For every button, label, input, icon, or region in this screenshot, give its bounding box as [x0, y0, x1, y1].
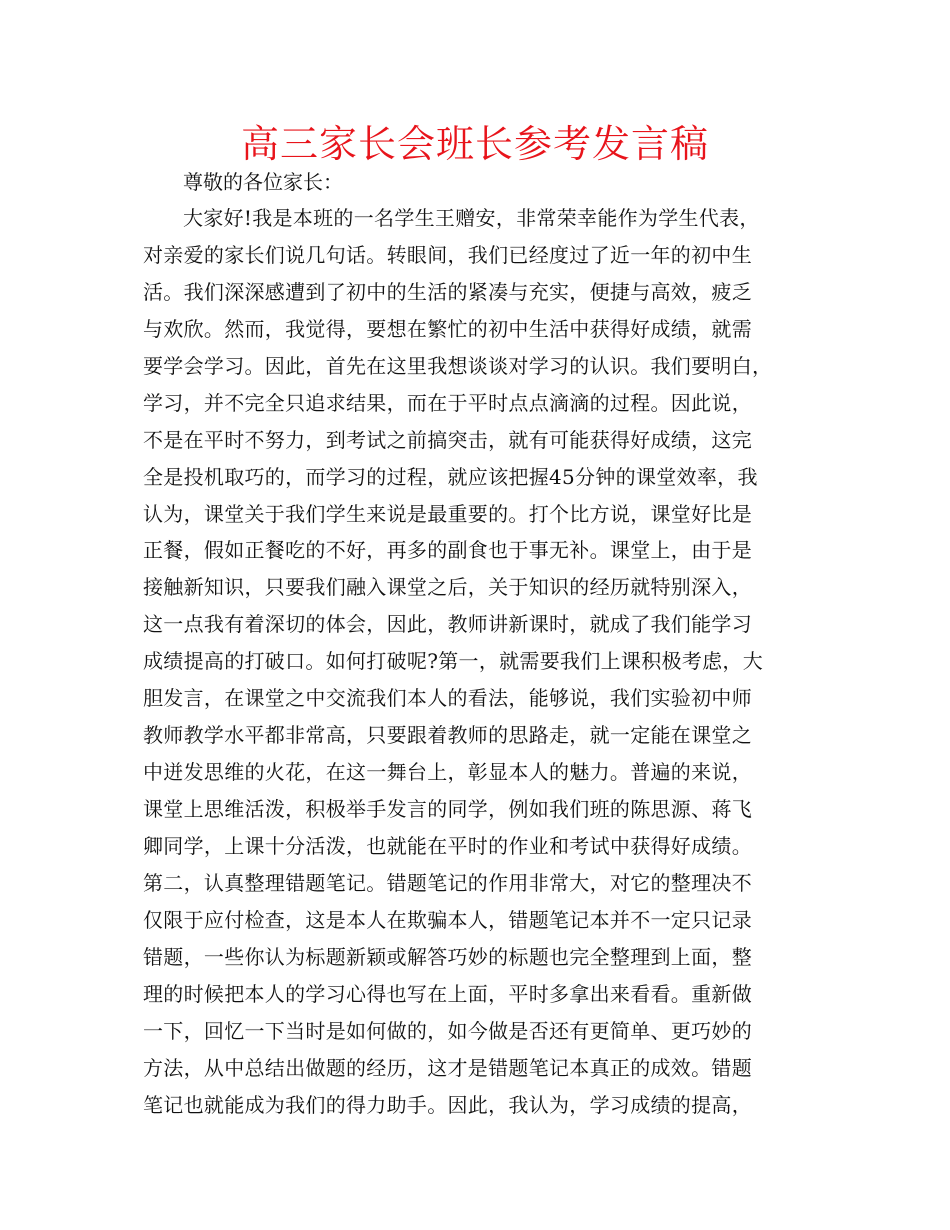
paragraph-line: 成绩提高的打破口。如何打破呢?第一，就需要我们上课积极考虑，大 — [143, 649, 764, 674]
paragraph-line: 不是在平时不努力，到考试之前搞突击，就有可能获得好成绩，这完 — [143, 427, 752, 452]
paragraph-line: 要学会学习。因此，首先在这里我想谈谈对学习的认识。我们要明白， — [143, 353, 773, 378]
paragraph-line: 中迸发思维的火花，在这一舞台上，彰显本人的魅力。普遍的来说， — [143, 760, 752, 785]
paragraph-line: 第二，认真整理错题笔记。错题笔记的作用非常大，对它的整理决不 — [143, 870, 752, 895]
paragraph-line: 全是投机取巧的，而学习的过程，就应该把握45分钟的课堂效率，我 — [143, 464, 758, 489]
paragraph-line: 教师教学水平都非常高，只要跟着教师的思路走，就一定能在课堂之 — [143, 723, 752, 748]
paragraph-line: 理的时候把本人的学习心得也写在上面，平时多拿出来看看。重新做 — [143, 981, 752, 1006]
paragraph-line: 活。我们深深感遭到了初中的生活的紧凑与充实，便捷与高效，疲乏 — [143, 279, 752, 304]
paragraph-line: 胆发言，在课堂之中交流我们本人的看法，能够说，我们实验初中师 — [143, 686, 752, 711]
paragraph-line: 这一点我有着深切的体会，因此，教师讲新课时，就成了我们能学习 — [143, 612, 752, 637]
paragraph-line: 方法，从中总结出做题的经历，这才是错题笔记本真正的成效。错题 — [143, 1055, 752, 1080]
paragraph-line: 卿同学，上课十分活泼，也就能在平时的作业和考试中获得好成绩。 — [143, 833, 752, 858]
body-text — [143, 200, 823, 1123]
paragraph-line: 接触新知识，只要我们融入课堂之后，关于知识的经历就特别深入， — [143, 575, 752, 600]
paragraph-line: 课堂上思维活泼，积极举手发言的同学，例如我们班的陈思源、蒋飞 — [143, 797, 752, 821]
paragraph-line: 对亲爱的家长们说几句话。转眼间，我们已经度过了近一年的初中生 — [143, 242, 752, 267]
salutation: 尊敬的各位家长： — [183, 170, 343, 194]
paragraph-line: 学习，并不完全只追求结果，而在于平时点点滴滴的过程。因此说， — [143, 390, 752, 415]
paragraph-line: 仅限于应付检查，这是本人在欺骗本人，错题笔记本并不一定只记录 — [143, 907, 752, 932]
paragraph-line: 笔记也就能成为我们的得力助手。因此，我认为，学习成绩的提高， — [143, 1092, 752, 1117]
paragraph-line: 一下，回忆一下当时是如何做的，如今做是否还有更简单、更巧妙的 — [143, 1018, 752, 1043]
paragraph-line: 认为，课堂关于我们学生来说是最重要的。打个比方说，课堂好比是 — [143, 501, 752, 526]
paragraph-line: 正餐，假如正餐吃的不好，再多的副食也于事无补。课堂上，由于是 — [143, 538, 752, 563]
paragraph-line: 错题，一些你认为标题新颖或解答巧妙的标题也完全整理到上面，整 — [143, 944, 752, 969]
paragraph-line: 与欢欣。然而，我觉得，要想在繁忙的初中生活中获得好成绩，就需 — [143, 316, 752, 341]
paragraph-line: 大家好!我是本班的一名学生王赠安，非常荣幸能作为学生代表， — [183, 206, 760, 230]
document-title: 高三家长会班长参考发言稿 — [240, 122, 709, 166]
